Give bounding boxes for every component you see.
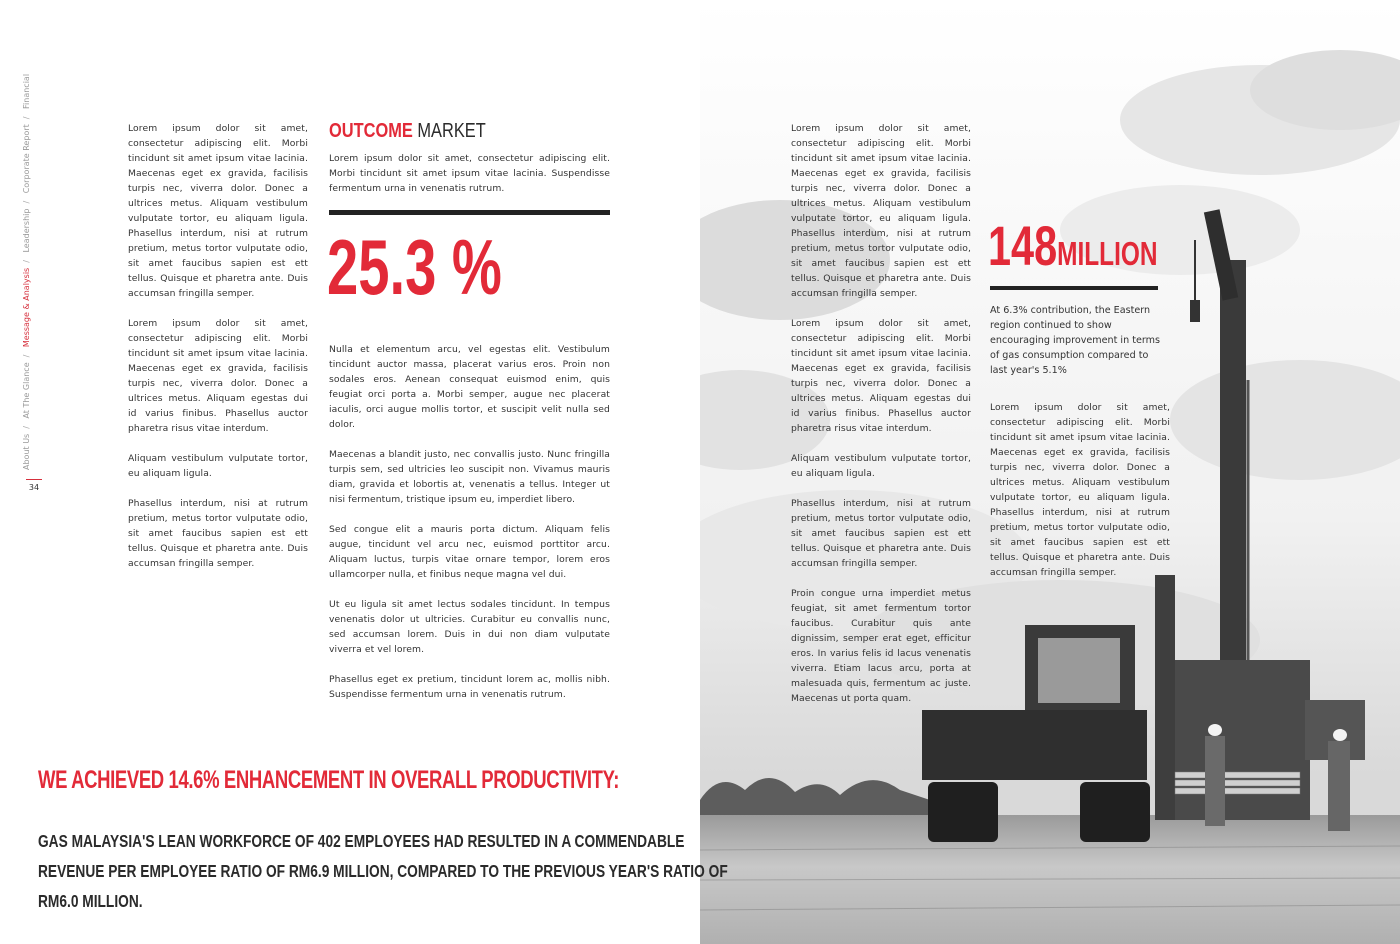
detail-line: GAS MALAYSIA'S LEAN WORKFORCE OF 402 EMPLOYEES HAD RESULTED IN A COMMENDABLE (38, 831, 685, 851)
paragraph: Phasellus interdum, nisi at rutrum pretium, metus tortor vulputate odio, sit amet faucibus sapien est ett tellus. Quisque et pharetra ante. Duis accumsan fringilla semper. (128, 498, 308, 569)
nav-item-at-the-glance[interactable]: At The Glance (22, 362, 31, 419)
nav-item-message-analysis[interactable]: Message & Analysis (22, 267, 31, 348)
million-number: 148 (988, 214, 1058, 277)
right-column-text (791, 121, 971, 721)
nav-item-financial[interactable]: Financial (22, 73, 31, 109)
paragraph: Phasellus eget ex pretium, tincidunt lorem ac, mollis nibh. Suspendisse fermentum urna in venenatis rutrum. (329, 674, 610, 700)
title-red: OUTCOME (329, 120, 413, 142)
paragraph: Lorem ipsum dolor sit amet, consectetur adipiscing elit. Morbi tincidunt sit amet ipsum vitae lacinia. Maecenas eget ex gravida, facilisis turpis nec, viverra dolor. Donec a ultrices metus. Aliquam egestas dui id varius finibus. Phasellus auctor pharetra risus vitae interdum. (791, 318, 971, 434)
nav-item-corporate-report[interactable]: Corporate Report (22, 124, 31, 194)
page-number (24, 473, 44, 492)
detail-line: RM6.0 MILLION. (38, 891, 143, 911)
paragraph: Ut eu ligula sit amet lectus sodales tincidunt. In tempus venenatis dolor ut ultricies. Curabitur eu convallis nunc, sed accumsan lorem. Duis in dui non diam vulputate viverra et vel lorem. (329, 599, 610, 655)
page-number-rule (26, 479, 42, 480)
nav-item-leadership[interactable]: Leadership (22, 208, 31, 253)
productivity-headline: WE ACHIEVED 14.6% ENHANCEMENT IN OVERALL PRODUCTIVITY: (38, 766, 619, 794)
paragraph: Lorem ipsum dolor sit amet, consectetur adipiscing elit. Morbi tincidunt sit amet ipsum vitae lacinia. Maecenas eget ex gravida, facilisis turpis nec, viverra dolor. Donec a ultrices metus. Aliquam vestibulum vulputate tortor, eu aliquam ligula. Phasellus interdum, nisi at rutrum pretium, metus tortor vulputate odio, sit amet faucibus sapien est ett tellus. Quisque et pharetra ante. Duis accumsan fringilla semper. (791, 123, 971, 299)
outcome-stat: 25.3 % (327, 223, 502, 311)
nav-item-about-us[interactable]: About Us (22, 433, 31, 470)
million-caption: At 6.3% contribution, the Eastern region continued to show encouraging improvement in terms of gas consumption compared to last year's 5.1% (990, 305, 1161, 376)
million-stat (988, 215, 1158, 285)
detail-line: REVENUE PER EMPLOYEE RATIO OF RM6.9 MILLION, COMPARED TO THE PREVIOUS YEAR'S RATIO OF (38, 861, 728, 881)
outcome-intro (329, 151, 610, 211)
paragraph: Lorem ipsum dolor sit amet, consectetur adipiscing elit. Morbi tincidunt sit amet ipsum vitae lacinia. Suspendisse fermentum urna in venenatis rutrum. (329, 153, 610, 194)
paragraph: Lorem ipsum dolor sit amet, consectetur adipiscing elit. Morbi tincidunt sit amet ipsum vitae lacinia. Maecenas eget ex gravida, facilisis turpis nec, viverra dolor. Donec a ultrices metus. Aliquam vestibulum vulputate tortor, eu aliquam ligula. Phasellus interdum, nisi at rutrum pretium, metus tortor vulputate odio, sit amet faucibus sapien est ett tellus. Quisque et pharetra ante. Duis accumsan fringilla semper. (990, 402, 1170, 578)
productivity-detail (38, 826, 728, 916)
page-number-text: 34 (28, 483, 40, 492)
paragraph: Aliquam vestibulum vulputate tortor, eu aliquam ligula. (128, 453, 308, 479)
million-body (990, 400, 1170, 595)
outcome-rule (329, 210, 610, 215)
outcome-body (329, 342, 610, 717)
paragraph: Lorem ipsum dolor sit amet, consectetur adipiscing elit. Morbi tincidunt sit amet ipsum vitae lacinia. Maecenas eget ex gravida, facilisis turpis nec, viverra dolor. Donec a ultrices metus. Aliquam egestas dui id varius finibus. Phasellus auctor pharetra risus vitae interdum. (128, 318, 308, 434)
outcome-market-title (329, 120, 486, 143)
section-nav: About Us/ At The Glance/ Message & Analysis/ Leadership/ Corporate Report/ Financial (22, 73, 31, 470)
million-unit: MILLION (1057, 235, 1158, 272)
million-rule (990, 286, 1158, 290)
paragraph: Phasellus interdum, nisi at rutrum pretium, metus tortor vulputate odio, sit amet faucibus sapien est ett tellus. Quisque et pharetra ante. Duis accumsan fringilla semper. (791, 498, 971, 569)
paragraph: Sed congue elit a mauris porta dictum. Aliquam felis augue, tincidunt vel arcu nec, euismod porttitor arcu. Aliquam luctus, turpis vitae ornare tempor, lorem eros ullamcorper nulla, et finibus neque magna vel dui. (329, 524, 610, 580)
paragraph: Proin congue urna imperdiet metus feugiat, sit amet fermentum tortor faucibus. Curabitur quis ante dignissim, semper erat eget, efficitur eros. In varius felis id lacus venenatis viverra. Etiam lacus arcu, porta at malesuada quis, fermentum ac juste. Maecenas ut porta quam. (791, 588, 971, 704)
paragraph: Aliquam vestibulum vulputate tortor, eu aliquam ligula. (791, 453, 971, 479)
paragraph: Nulla et elementum arcu, vel egestas elit. Vestibulum tincidunt auctor massa, placerat varius eros. Proin non sodales eros. Aenean consequat euismod enim, quis feugiat orci porta a. Morbi semper, augue nec placerat iaculis, orci augue mollis tortor, et suscipit velit nulla sed dolor. (329, 344, 610, 430)
paragraph: Lorem ipsum dolor sit amet, consectetur adipiscing elit. Morbi tincidunt sit amet ipsum vitae lacinia. Maecenas eget ex gravida, facilisis turpis nec, viverra dolor. Donec a ultrices metus. Aliquam vestibulum vulputate tortor, eu aliquam ligula. Phasellus interdum, nisi at rutrum pretium, metus tortor vulputate odio, sit amet faucibus sapien est ett tellus. Quisque et pharetra ante. Duis accumsan fringilla semper. (128, 123, 308, 299)
left-column-text (128, 121, 308, 586)
title-dark: MARKET (417, 120, 486, 142)
paragraph: Maecenas a blandit justo, nec convallis justo. Nunc fringilla turpis sem, sed ultricies leo suscipit non. Vivamus mauris diam, gravida et lobortis at, venenatis a tellus. Integer ut nisi fermentum, tristique ipsum eu, imperdiet libero. (329, 449, 610, 505)
